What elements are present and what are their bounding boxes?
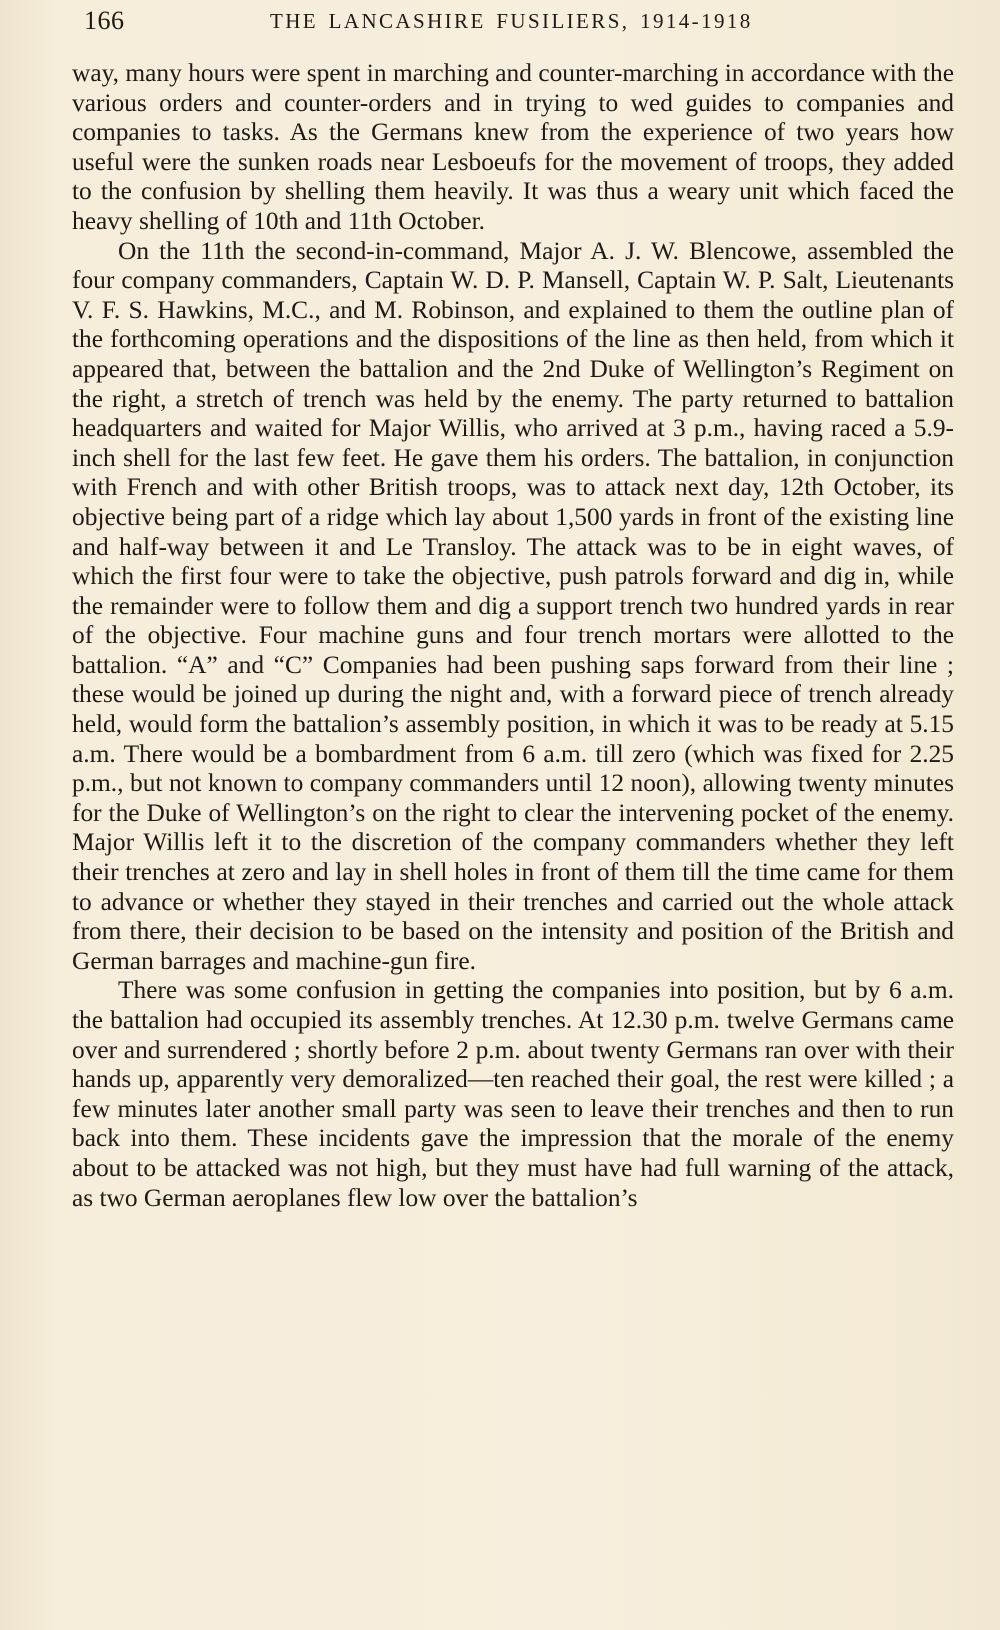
page-number: 166 (84, 6, 125, 35)
paragraph-1: way, many hours were spent in marching and counter-marching in accordance with the various orders and counter-orders and in trying to wed guides to companies and companies to tasks. As the Germans knew from the experience of two years how useful were the sunken roads near Lesboeufs for the movement of troops, they added to the confusion by shelling them heavily. It was thus a weary unit which faced the heavy shelling of 10th and 11th October. (72, 59, 954, 235)
running-title: THE LANCASHIRE FUSILIERS, 1914-1918 (270, 9, 753, 33)
body-text (72, 59, 954, 1213)
running-head (84, 4, 962, 44)
paragraph-3: There was some confusion in getting the companies into position, but by 6 a.m. the battalion had occupied its assembly trenches. At 12.30 p.m. twelve Germans came over and surrendered ; shortly before 2 p.m. about twenty Germans ran over with their hands up, apparently very demoralized—ten reached their goal, the rest were killed ; a few minutes later another small party was seen to leave their trenches and then to run back into them. These incidents gave the impression that the morale of the enemy about to be attacked was not high, but they must have had full warning of the attack, as two German aeroplanes flew low over the battalion’s (72, 976, 954, 1212)
paragraph-2: On the 11th the second-in-command, Major A. J. W. Blencowe, assembled the four company commanders, Captain W. D. P. Mansell, Captain W. P. Salt, Lieutenants V. F. S. Hawkins, M.C., and M. Robinson, and explained to them the outline plan of the forthcoming operations and the dispositions of the line as then held, from which it appeared that, between the battalion and the 2nd Duke of Wellington’s Regiment on the right, a stretch of trench was held by the enemy. The party returned to battalion headquarters and waited for Major Willis, who arrived at 3 p.m., having raced a 5.9-inch shell for the last few feet. He gave them his orders. The battalion, in conjunction with French and with other British troops, was to attack next day, 12th October, its objective being part of a ridge which lay about 1,500 yards in front of the existing line and half-way between it and Le Transloy. The attack was to be in eight waves, of which the first four were to take the objective, push patrols forward and dig in, while the remainder were to follow them and dig a support trench two hundred yards in rear of the objective. Four machine guns and four trench mortars were allotted to the battalion. “A” and “C” Companies had been pushing saps forward from their line ; these would be joined up during the night and, with a forward piece of trench already held, would form the battalion’s assembly position, in which it was to be ready at 5.15 a.m. There would be a bombardment from 6 a.m. till zero (which was fixed for 2.25 p.m., but not known to company commanders until 12 noon), allowing twenty minutes for the Duke of Wellington’s on the right to clear the intervening pocket of the enemy. Major Willis left it to the discretion of the company commanders whether they left their trenches at zero and lay in shell holes in front of them till the time came for them to advance or whether they stayed in their trenches and carried out the whole attack from there, their decision to be based on the intensity and position of the British and German barrages and machine-gun fire. (72, 236, 954, 975)
